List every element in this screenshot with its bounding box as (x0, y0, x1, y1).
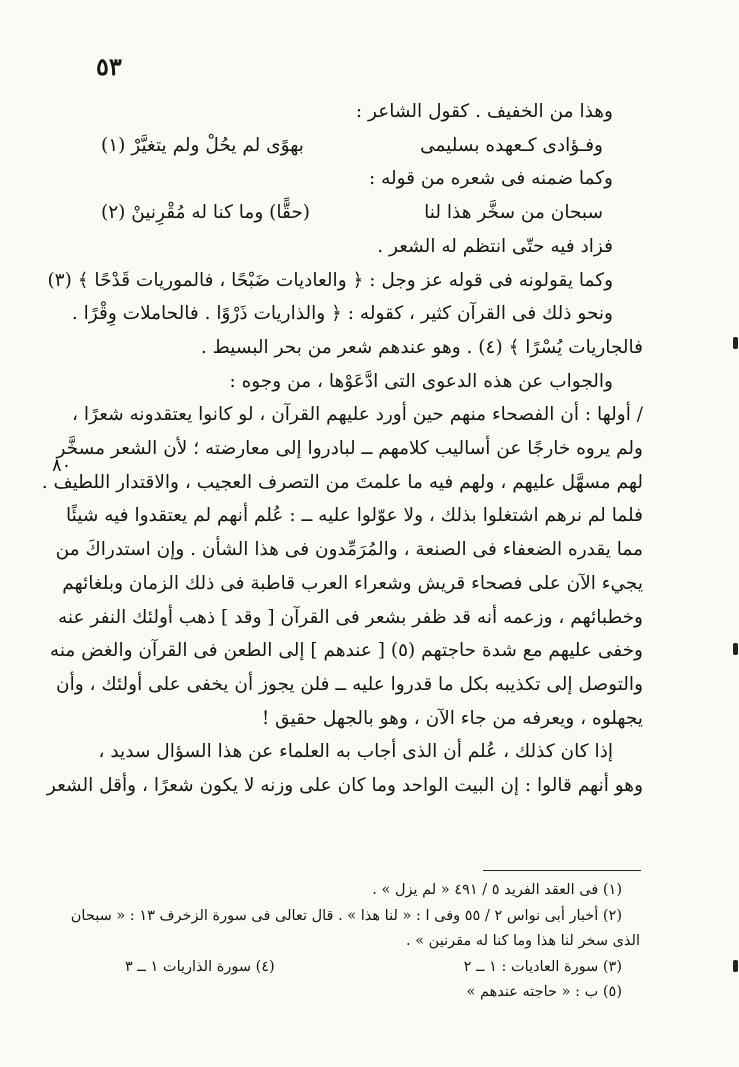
text-line: يجهلوه ، ويعرفه من جاء الآن ، وهو بالجهل حقيق ! (261, 707, 643, 729)
verse-hemistich-left: بهوًى لم يحُلْ ولم يتغيَّرْ (١) (101, 134, 304, 156)
scan-edge-mark (733, 960, 738, 972)
footnote-row (95, 955, 640, 981)
text-line: وهو أنهم قالوا : إن البيت الواحد وما كان على وزنه لا يكون شعرًا ، وأقل الشعر (46, 775, 643, 797)
text-line: والتوصل إلى تكذيبه بكل ما قدروا عليه ــ فلن يجوز أن يخفى على أولئك ، وأن (55, 673, 643, 695)
verse-hemistich-left: (حقًّا) وما كنا له مُقْرِنينْ (٢) (101, 202, 310, 224)
footnote: (٥) ب : « حاجته عندهم » (466, 984, 622, 1000)
text-line: والجواب عن هذه الدعوى التى ادَّعَوْها ، من وجوه : (229, 370, 613, 392)
text-line: وهذا من الخفيف . كقول الشاعر : (355, 101, 613, 122)
text-line: فزاد فيه حتّى انتظم له الشعر . (377, 235, 613, 257)
footnote: (٢) أخبار أبى نواس ٢ / ٥٥ وفى ا : « لنا هذا » . قال تعالى فى سورة الزخرف ١٣ : « سبحان (70, 907, 622, 924)
margin-page-number: ٨٠ (52, 455, 72, 476)
page-number: ٥٣ (96, 52, 122, 81)
text-line: وخفى عليهم مع شدة حاجتهم (٥) [ عندهم ] إلى الطعن فى القرآن والغض منه (49, 640, 643, 662)
text-line: وكما ضمنه فى شعره من قوله : (368, 168, 613, 190)
text-line: وكما يقولونه فى قوله عز وجل : ﴿ والعاديات ضَبْحًا ، فالموريات قَدْحًا ﴾ (٣) (47, 269, 613, 291)
text-line: إذا كان كذلك ، عُلم أن الذى أجاب به العلماء عن هذا السؤال سديد ، (98, 741, 613, 763)
text-line: فلما لم نرهم اشتغلوا بذلك ، ولا عوّلوا عليه ــ : عُلم أنهم لم يعتقدوا فيه شيئًا (66, 505, 643, 527)
text-line: وخطبائهم ، وزعمه أنه قد ظفر بشعر فى القرآن [ وقد ] ذهب أولئك النفر عنه (57, 606, 643, 628)
text-line: لهم مسهَّل عليهم ، ولهم فيه ما علمتَ من التصرف العجيب ، والاقتدار اللطيف . (41, 471, 643, 493)
verse-hemistich-right: سبحان من سخَّر هذا لنا (424, 202, 603, 224)
text-line: / أولها : أن الفصحاء منهم حين أورد عليهم القرآن ، لو كانوا يعتقدونه شعرًا ، (72, 404, 643, 426)
scan-edge-mark (733, 337, 738, 349)
footnote: (١) فى العقد الفريد ٥ / ٤٩١ « لم يزل » . (372, 882, 622, 898)
text-line: ونحو ذلك فى القرآن كثير ، كقوله : ﴿ والذاريات ذَرْوًا . فالحاملات وِقْرًا . (71, 303, 613, 325)
text-line: مما يقدره الضعفاء فى الصنعة ، والمُرَمِّدون فى هذا الشأن . وإن استدراكَ من (55, 539, 643, 561)
footnote: (٣) سورة العاديات : ١ ــ ٢ (463, 958, 622, 975)
footnotes (70, 878, 640, 1006)
text-line: ولم يروه خارجًا عن أساليب كلامهم ــ لبادروا إلى معارضته ؛ لأن الشعر مسخَّر (56, 438, 643, 460)
text-line: يجيء الآن على فصحاء قريش وشعراء العرب قاطبة فى ذلك الزمان وبلغائهم (62, 572, 643, 594)
footnote: (٤) سورة الذاريات ١ ــ ٣ (125, 958, 275, 975)
verse-line (95, 196, 643, 230)
footnote-divider (483, 870, 641, 871)
text-line: فالجاريات يُسْرًا ﴾ (٤) . وهو عندهم شعر من بحر البسيط . (200, 336, 643, 358)
scan-edge-mark (733, 643, 738, 655)
footnote-continuation: الذى سخر لنا هذا وما كنا له مقرنين » . (405, 933, 640, 949)
verse-line (95, 129, 643, 163)
verse-hemistich-right: وفـؤادى كـعهده بسليمى (420, 134, 603, 156)
